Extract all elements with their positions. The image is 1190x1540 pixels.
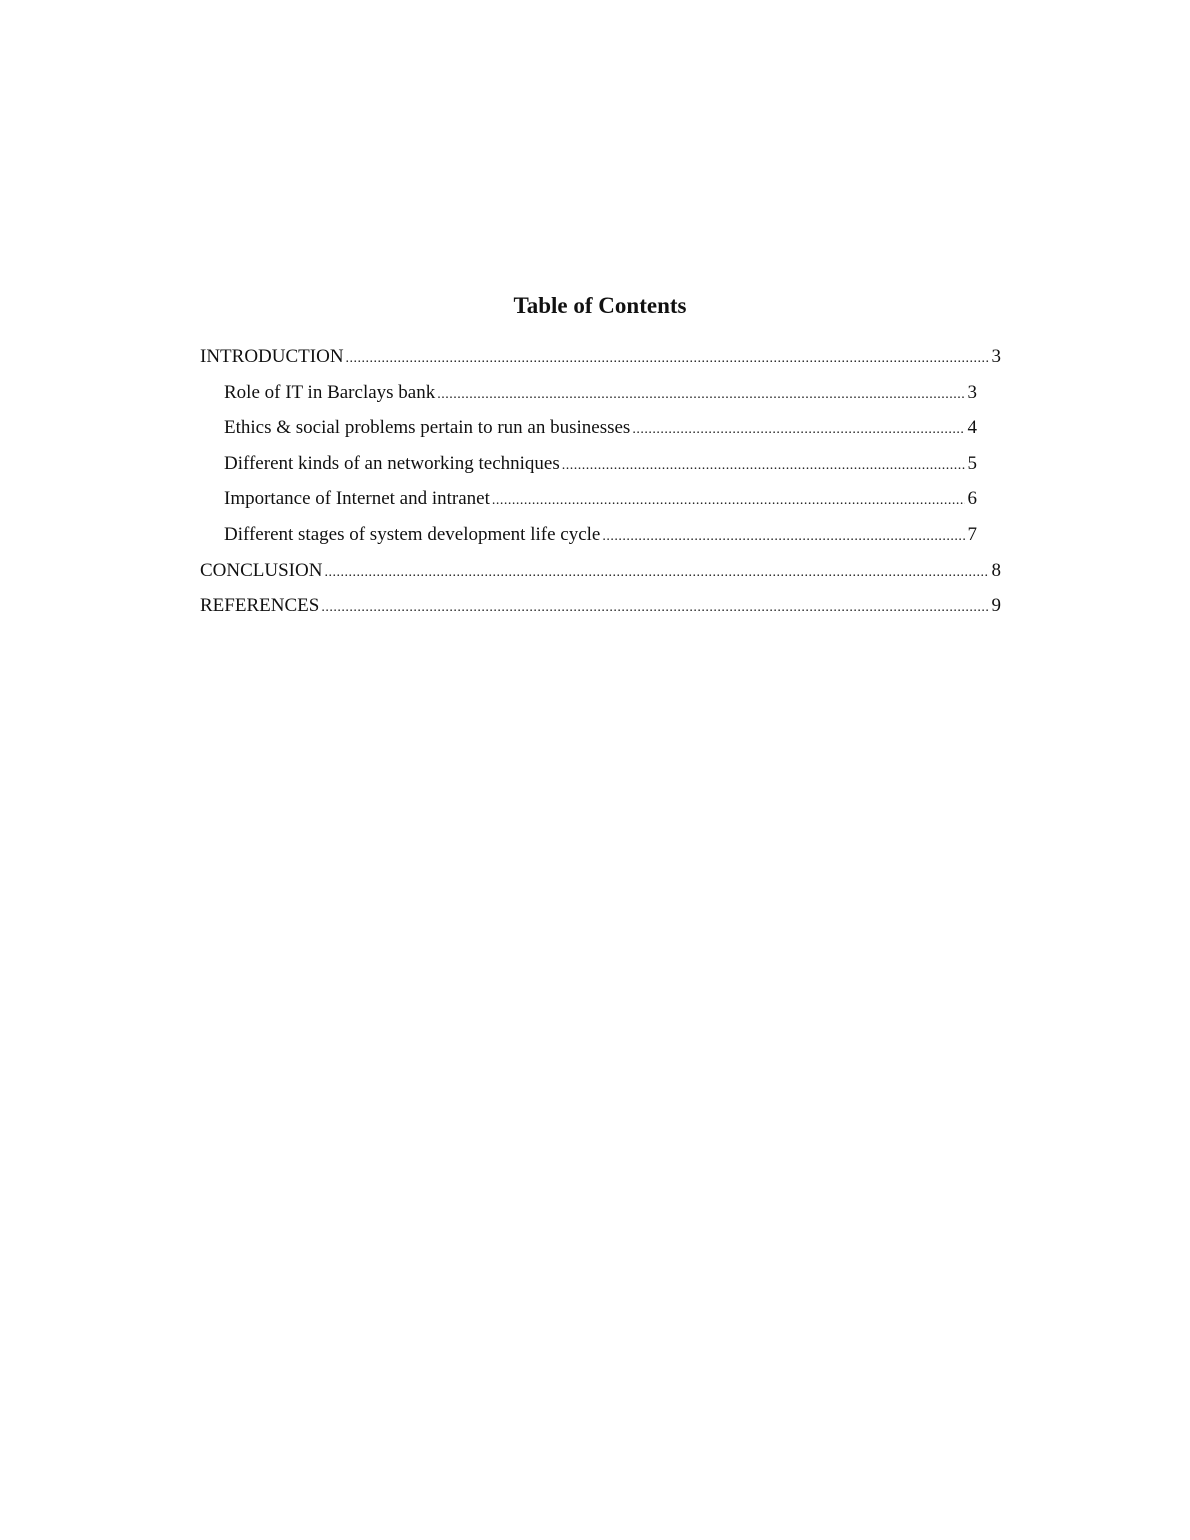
- toc-title: Table of Contents: [513, 293, 687, 318]
- toc-entry-conclusion[interactable]: [200, 556, 1001, 592]
- toc-list: [200, 342, 1001, 627]
- toc-entry-networking[interactable]: [200, 449, 1001, 485]
- toc-entry-label: INTRODUCTION: [200, 346, 344, 367]
- toc-dot-leader: [346, 344, 989, 374]
- toc-entry-page-number: 8: [991, 559, 1001, 581]
- toc-dot-leader: [321, 593, 988, 623]
- toc-entry-page-number: 3: [967, 381, 977, 403]
- toc-entry-page-number: 9: [991, 595, 1001, 617]
- toc-entry-ethics[interactable]: [200, 413, 1001, 449]
- toc-entry-references[interactable]: [200, 591, 1001, 627]
- toc-entry-introduction[interactable]: [200, 342, 1001, 378]
- toc-dot-leader: [562, 451, 965, 481]
- toc-dot-leader: [324, 558, 988, 588]
- toc-entry-internet-intranet[interactable]: [200, 484, 1001, 520]
- toc-dot-leader: [602, 522, 964, 552]
- toc-entry-label: Role of IT in Barclays bank: [224, 381, 436, 403]
- toc-entry-page-number: 6: [967, 488, 977, 510]
- toc-entry-role-of-it[interactable]: [200, 378, 1001, 414]
- toc-entry-page-number: 4: [967, 417, 977, 439]
- toc-entry-page-number: 5: [967, 452, 977, 474]
- toc-entry-label: REFERENCES: [200, 595, 320, 617]
- toc-dot-leader: [437, 380, 964, 410]
- toc-entry-label: CONCLUSION: [200, 559, 323, 581]
- toc-dot-leader: [492, 486, 965, 516]
- toc-entry-page-number: 7: [967, 523, 977, 545]
- toc-entry-label: Ethics & social problems pertain to run an businesses: [224, 417, 631, 439]
- toc-entry-label: Importance of Internet and intranet: [224, 488, 490, 510]
- toc-entry-label: Different stages of system development life cycle: [224, 523, 601, 545]
- toc-entry-sdlc[interactable]: [200, 520, 1001, 556]
- toc-dot-leader: [632, 415, 964, 445]
- toc-entry-page-number: 3: [991, 346, 1001, 367]
- toc-entry-label: Different kinds of an networking techniques: [224, 452, 560, 474]
